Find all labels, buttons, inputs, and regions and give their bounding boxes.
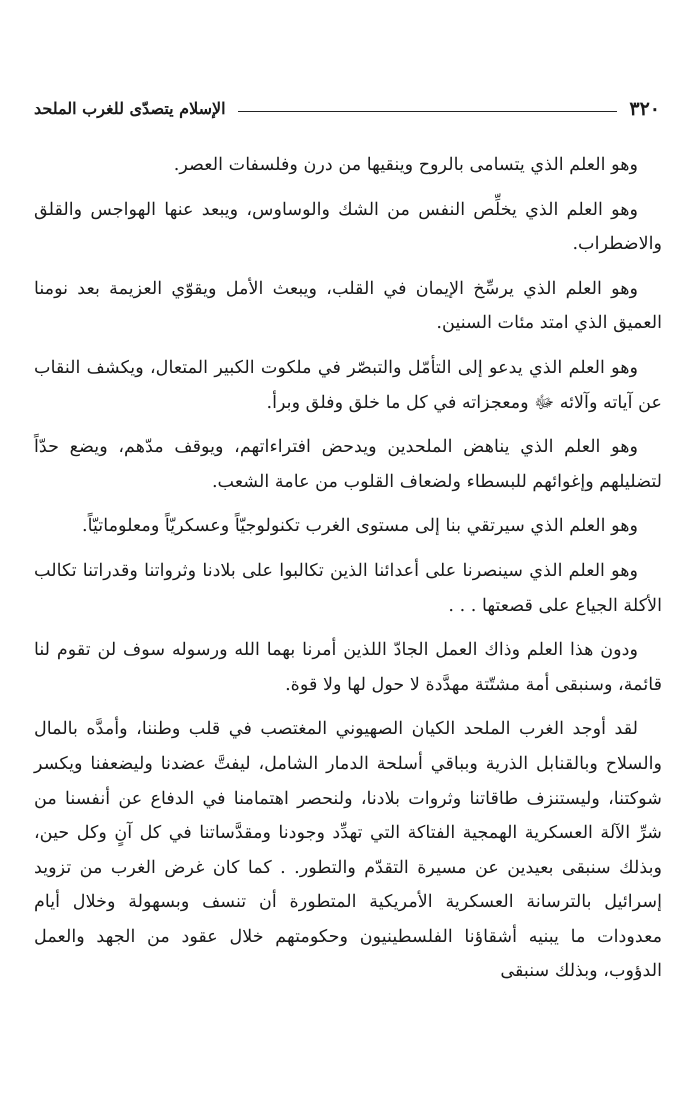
paragraph: وهو العلم الذي سيرتقي بنا إلى مستوى الغرب تكنولوجيّاً وعسكريّاً ومعلوماتيّاً. — [82, 516, 638, 537]
paragraph: وهو العلم الذي يناهض الملحدين ويدحض افتراءاتهم، ويوقف مدّهم، ويضع حدّاً لتضليلهم وإغوائهم للبسطاء ولضعاف القلوب من عامة الشعب. — [34, 437, 662, 492]
paragraph: وهو العلم الذي يدعو إلى التأمّل والتبصّر في ملكوت الكبير المتعال، ويكشف النقاب عن آياته وآلائه ﷻ ومعجزاته في كل ما خلق وفلق وبرأ. — [34, 357, 662, 413]
paragraph: لقد أوجد الغرب الملحد الكيان الصهيوني المغتصب في قلب وطننا، وأمدَّه بالمال والسلاح وبالقنابل الذرية وبباقي أسلحة الدمار الشامل، ليفتَّ عضدنا وليضعفنا ويكسر شوكتنا، وليستنزف طاقاتنا وثروات بلادنا، ولنحصر اهتمامنا في الدفاع عن أنفسنا من شرِّ الآلة العسكرية الهمجية الفتاكة التي تهدِّد وجودنا ومقدَّساتنا في كل آنٍ وكل حين، وبذلك سنبقى بعيدين عن مسيرة التقدّم والتطور. . كما كان غرض الغرب من تزويد إسرائيل بالترسانة العسكرية الأمريكية المتطورة أن تنسف وبسهولة وخلال أيام معدودات ما يبنيه أشقاؤنا الفلسطينيون وحكومتهم خلال عقود من الجهد والعمل الدؤوب، وبذلك سنبقى — [34, 719, 662, 982]
paragraph: وهو العلم الذي يرسِّخ الإيمان في القلب، ويبعث الأمل ويقوّي العزيمة بعد نومنا العميق الذي امتد مئات السنين. — [34, 278, 662, 334]
paragraph: وهو العلم الذي يخلِّص النفس من الشك والوساوس، ويبعد عنها الهواجس والقلق والاضطراب. — [34, 199, 662, 255]
paragraph: ودون هذا العلم وذاك العمل الجادّ اللذين أمرنا بهما الله ورسوله سوف لن تقوم لنا قائمة، وسنبقى أمة مشتّتة مهدَّدة لا حول لها ولا قوة. — [34, 640, 662, 695]
paragraph: وهو العلم الذي سينصرنا على أعدائنا الذين تكالبوا على بلادنا وثرواتنا وقدراتنا تكالب الأكلة الجياع على قصعتها . . . — [34, 560, 662, 616]
page-number: ٣٢٠ — [629, 98, 660, 120]
header-rule — [238, 111, 618, 112]
body-text — [34, 148, 662, 999]
running-title: الإسلام يتصدّى للغرب الملحد — [34, 99, 226, 118]
paragraph: وهو العلم الذي يتسامى بالروح وينقيها من درن وفلسفات العصر. — [173, 155, 638, 175]
running-header — [34, 84, 660, 120]
